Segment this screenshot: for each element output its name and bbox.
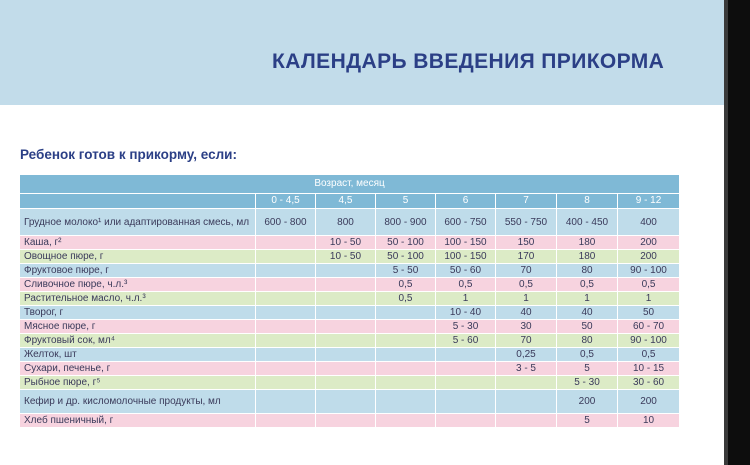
value-cell [436, 390, 496, 414]
header-row-group [20, 175, 680, 194]
age-header-cell: 4,5 [316, 194, 376, 209]
table-row [20, 390, 680, 414]
value-cell: 3 - 5 [496, 362, 557, 376]
window-edge-shade [724, 0, 728, 465]
value-cell: 40 [496, 306, 557, 320]
value-cell: 180 [557, 236, 618, 250]
table-row [20, 236, 680, 250]
value-cell: 200 [618, 250, 680, 264]
value-cell [376, 390, 436, 414]
value-cell: 150 [496, 236, 557, 250]
table-row [20, 306, 680, 320]
value-cell [256, 236, 316, 250]
value-cell [316, 362, 376, 376]
age-header-cell: 0 - 4,5 [256, 194, 316, 209]
row-label: Желток, шт [20, 348, 256, 362]
value-cell: 10 - 15 [618, 362, 680, 376]
value-cell: 0,5 [376, 292, 436, 306]
value-cell [376, 320, 436, 334]
value-cell: 50 - 100 [376, 250, 436, 264]
row-label: Фруктовое пюре, г [20, 264, 256, 278]
value-cell [316, 264, 376, 278]
value-cell: 10 [618, 414, 680, 428]
value-cell: 50 [618, 306, 680, 320]
value-cell: 5 - 30 [557, 376, 618, 390]
value-cell [316, 348, 376, 362]
row-label: Кефир и др. кисломолочные продукты, мл [20, 390, 256, 414]
value-cell: 50 [557, 320, 618, 334]
value-cell [316, 320, 376, 334]
value-cell: 100 - 150 [436, 250, 496, 264]
value-cell: 550 - 750 [496, 209, 557, 236]
value-cell [496, 414, 557, 428]
value-cell: 400 - 450 [557, 209, 618, 236]
title-banner [0, 0, 724, 105]
row-label: Овощное пюре, г [20, 250, 256, 264]
value-cell: 800 [316, 209, 376, 236]
age-header-cell: 5 [376, 194, 436, 209]
value-cell: 90 - 100 [618, 334, 680, 348]
table-row [20, 264, 680, 278]
row-label: Мясное пюре, г [20, 320, 256, 334]
value-cell [316, 390, 376, 414]
value-cell: 0,5 [376, 278, 436, 292]
value-cell: 0,5 [557, 278, 618, 292]
value-cell: 0,5 [436, 278, 496, 292]
subheading: Ребенок готов к прикорму, если: [20, 147, 237, 162]
value-cell [256, 390, 316, 414]
value-cell: 100 - 150 [436, 236, 496, 250]
value-cell: 60 - 70 [618, 320, 680, 334]
value-cell [316, 278, 376, 292]
value-cell: 30 [496, 320, 557, 334]
value-cell: 70 [496, 334, 557, 348]
age-header-cell: 9 - 12 [618, 194, 680, 209]
value-cell [256, 292, 316, 306]
value-cell: 30 - 60 [618, 376, 680, 390]
value-cell [256, 414, 316, 428]
value-cell [496, 376, 557, 390]
value-cell: 5 [557, 414, 618, 428]
value-cell: 170 [496, 250, 557, 264]
value-cell: 200 [618, 390, 680, 414]
feeding-schedule-table [20, 175, 680, 428]
value-cell: 0,5 [618, 348, 680, 362]
value-cell: 400 [618, 209, 680, 236]
value-cell: 90 - 100 [618, 264, 680, 278]
value-cell [316, 334, 376, 348]
value-cell: 5 - 50 [376, 264, 436, 278]
table-row [20, 376, 680, 390]
value-cell: 50 - 60 [436, 264, 496, 278]
value-cell: 5 - 60 [436, 334, 496, 348]
value-cell: 600 - 800 [256, 209, 316, 236]
value-cell [376, 334, 436, 348]
value-cell: 1 [557, 292, 618, 306]
value-cell: 10 - 50 [316, 236, 376, 250]
header-corner-cell [20, 194, 256, 209]
value-cell [316, 376, 376, 390]
value-cell: 40 [557, 306, 618, 320]
value-cell [316, 292, 376, 306]
age-header-cell: 8 [557, 194, 618, 209]
value-cell: 0,5 [496, 278, 557, 292]
value-cell [256, 376, 316, 390]
value-cell [316, 306, 376, 320]
table-row [20, 320, 680, 334]
value-cell: 600 - 750 [436, 209, 496, 236]
value-cell: 10 - 40 [436, 306, 496, 320]
table-row [20, 348, 680, 362]
value-cell: 1 [436, 292, 496, 306]
value-cell [376, 362, 436, 376]
value-cell: 1 [496, 292, 557, 306]
value-cell: 80 [557, 264, 618, 278]
value-cell: 180 [557, 250, 618, 264]
table-row [20, 334, 680, 348]
value-cell: 0,5 [557, 348, 618, 362]
value-cell [496, 390, 557, 414]
row-label: Сливочное пюре, ч.л.³ [20, 278, 256, 292]
table-row [20, 292, 680, 306]
value-cell [256, 320, 316, 334]
row-label: Рыбное пюре, г⁵ [20, 376, 256, 390]
value-cell [256, 348, 316, 362]
table-row [20, 278, 680, 292]
table-row [20, 250, 680, 264]
age-header-cell: 6 [436, 194, 496, 209]
value-cell [436, 414, 496, 428]
value-cell: 1 [618, 292, 680, 306]
row-label: Хлеб пшеничный, г [20, 414, 256, 428]
value-cell [376, 306, 436, 320]
value-cell [256, 264, 316, 278]
value-cell: 200 [557, 390, 618, 414]
row-label: Сухари, печенье, г [20, 362, 256, 376]
value-cell [436, 362, 496, 376]
value-cell [256, 306, 316, 320]
value-cell: 50 - 100 [376, 236, 436, 250]
row-label: Творог, г [20, 306, 256, 320]
value-cell [316, 414, 376, 428]
value-cell: 10 - 50 [316, 250, 376, 264]
age-header-cell: 7 [496, 194, 557, 209]
value-cell: 200 [618, 236, 680, 250]
value-cell [376, 376, 436, 390]
value-cell: 5 [557, 362, 618, 376]
value-cell [436, 376, 496, 390]
row-label: Фруктовый сок, мл⁴ [20, 334, 256, 348]
table-row [20, 209, 680, 236]
value-cell [436, 348, 496, 362]
value-cell: 5 - 30 [436, 320, 496, 334]
value-cell: 0,5 [618, 278, 680, 292]
value-cell [256, 278, 316, 292]
page-title: КАЛЕНДАРЬ ВВЕДЕНИЯ ПРИКОРМА [272, 50, 665, 73]
value-cell: 800 - 900 [376, 209, 436, 236]
age-group-header: Возраст, месяц [20, 175, 680, 194]
table-row [20, 414, 680, 428]
row-label: Грудное молоко¹ или адаптированная смесь, мл [20, 209, 256, 236]
header-row-ages [20, 194, 680, 209]
value-cell: 80 [557, 334, 618, 348]
value-cell: 70 [496, 264, 557, 278]
table-row [20, 362, 680, 376]
row-label: Каша, г² [20, 236, 256, 250]
value-cell [256, 250, 316, 264]
value-cell [376, 414, 436, 428]
value-cell [256, 334, 316, 348]
value-cell [376, 348, 436, 362]
row-label: Растительное масло, ч.л.³ [20, 292, 256, 306]
value-cell: 0,25 [496, 348, 557, 362]
value-cell [256, 362, 316, 376]
